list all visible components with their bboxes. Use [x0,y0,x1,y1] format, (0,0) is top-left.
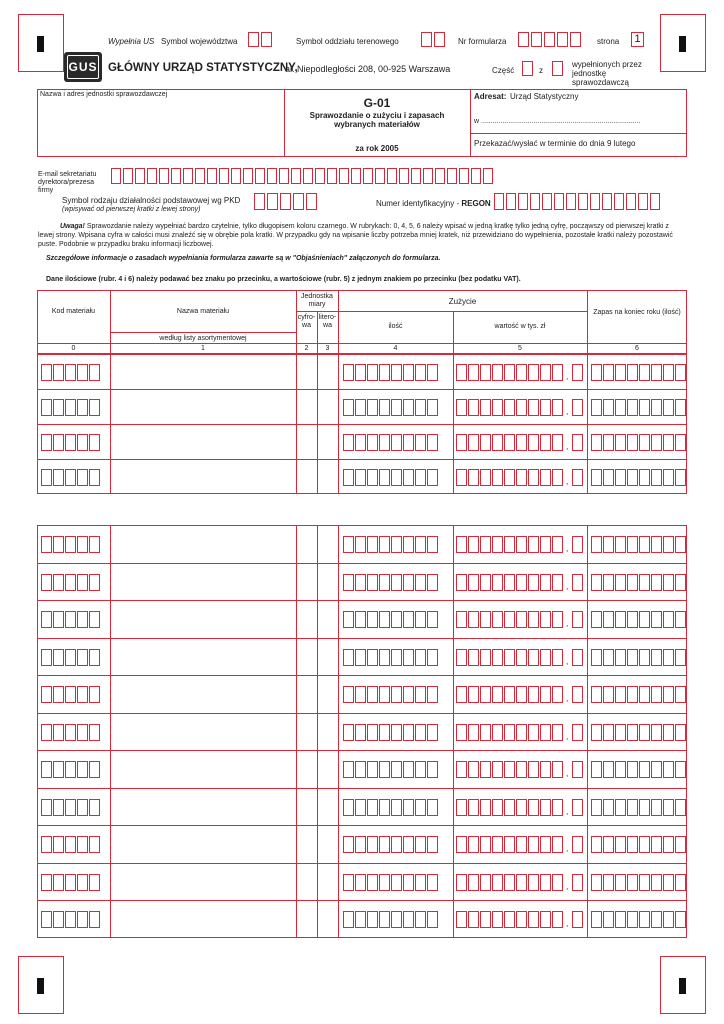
kod-boxes[interactable] [41,911,101,928]
col-num-1: 1 [201,345,205,352]
col-literowa-header: litero-wa [318,314,337,329]
z-box[interactable] [552,61,565,76]
wartosc-boxes[interactable] [456,574,564,591]
table-row [38,390,686,425]
nazwa-cell[interactable] [112,676,297,714]
zapas-boxes[interactable] [591,536,687,553]
table-row [38,601,686,639]
decimal-separator: , [566,477,569,486]
wartosc-decimal-box[interactable] [572,574,585,591]
kod-boxes[interactable] [41,874,101,891]
table-row [38,864,686,902]
ilosc-boxes[interactable] [343,611,439,628]
decimal-separator: , [566,731,569,741]
table-section-2 [37,525,687,938]
nazwa-cell[interactable] [112,526,297,564]
table-row [38,564,686,602]
decimal-separator: , [566,919,569,928]
ilosc-boxes[interactable] [343,434,439,451]
wartosc-decimal-box[interactable] [572,611,585,628]
wartosc-decimal-box[interactable] [572,724,585,741]
nazwa-cell[interactable] [112,901,297,939]
decimal-separator: , [566,769,569,778]
nazwa-cell[interactable] [112,714,297,752]
wartosc-decimal-box[interactable] [572,649,585,666]
kod-boxes[interactable] [41,399,101,416]
z-label: z [539,66,543,75]
ilosc-boxes[interactable] [343,761,439,778]
zapas-boxes[interactable] [591,836,687,853]
decimal-separator: , [566,619,569,628]
czesc-label: Część [492,66,515,75]
ilosc-boxes[interactable] [343,874,439,891]
col-num-2: 2 [304,345,309,352]
decimal-separator: , [566,442,569,451]
table-row [38,901,686,939]
nazwa-cell[interactable] [112,826,297,864]
uwaga-text: Sprawozdanie należy wypełniać bardzo czytelnie, tylko długopisem koloru czarnego. W rubrykach: 0, 4, 5, 6 należy wpisać w jedną kratkę tylko jedną cyfrę, począwszy od pierwszej kratki z lewej strony. Wpisana cyfra w całości musi znaleźć się w obrębie pola kratki. W przypadku gdy na wpisanie liczby potrzeba mniej kratek, niż przewidziano do wypełnienia, pozostałe kratki należy pozostawić puste. Podobnie w przypadku braku informacji liczbowej. [38,223,673,248]
table-row [38,639,686,677]
col-num-6: 6 [635,345,639,352]
regon-label [376,199,491,208]
termin-label: Przekazać/wysłać w terminie do dnia 9 lutego [474,139,636,148]
adresat-label: Adresat: [474,92,507,101]
ilosc-boxes[interactable] [343,799,439,816]
form-year: za rok 2005 [355,144,399,153]
wartosc-boxes[interactable] [456,364,564,381]
wartosc-boxes[interactable] [456,649,564,666]
nazwa-cell[interactable] [112,864,297,902]
nazwa-cell[interactable] [112,564,297,602]
wartosc-boxes[interactable] [456,874,564,891]
symbol-woj-label: Symbol województwa [161,37,238,46]
zapas-boxes[interactable] [591,469,687,486]
kod-boxes[interactable] [41,469,101,486]
zapas-boxes[interactable] [591,874,687,891]
zapas-boxes[interactable] [591,611,687,628]
decimal-separator: , [566,806,569,816]
wartosc-boxes[interactable] [456,799,564,816]
ilosc-boxes[interactable] [343,836,439,853]
kod-boxes[interactable] [41,686,101,703]
wartosc-decimal-box[interactable] [572,536,585,553]
table-row [38,751,686,789]
urzad-address: al. Niepodległości 208, 00-925 Warszawa [285,64,451,74]
email-label: E-mail sekretariatu dyrektora/prezesa firmy [38,171,97,194]
dane-note: Dane ilościowe (rubr. 4 i 6) należy podawać bez znaku po przecinku, a wartościowe (rubr. 5) z jednym znakiem po przecinku (bez podatku VAT). [46,276,521,283]
nazwa-cell[interactable] [112,355,297,390]
wartosc-boxes[interactable] [456,686,564,703]
decimal-separator: , [566,581,569,591]
ilosc-boxes[interactable] [343,686,439,703]
wartosc-boxes[interactable] [456,836,564,853]
wartosc-boxes[interactable] [456,536,564,553]
wartosc-boxes[interactable] [456,761,564,778]
corner-marker-top-right [660,14,706,72]
nazwa-cell[interactable] [112,390,297,425]
zapas-boxes[interactable] [591,761,687,778]
table-row [38,526,686,564]
strona-label: strona [597,37,620,46]
decimal-separator: , [566,544,569,553]
decimal-separator: , [566,694,569,703]
form-title: Sprawozdanie o zużyciu i zapasach wybranych materiałów [309,111,445,129]
wartosc-decimal-box[interactable] [572,364,585,381]
pkd-boxes[interactable] [254,193,319,210]
ilosc-boxes[interactable] [343,364,439,381]
strona-value: 1 [631,32,644,47]
zapas-boxes[interactable] [591,399,687,416]
w-line[interactable]: w .................................................................................. [474,118,641,125]
wartosc-decimal-box[interactable] [572,799,585,816]
kod-boxes[interactable] [41,799,101,816]
wartosc-decimal-box[interactable] [572,399,585,416]
decimal-separator: , [566,407,569,416]
ilosc-boxes[interactable] [343,724,439,741]
col-zapas-header: Zapas na koniec roku (ilość) [593,309,681,316]
regon-label-bold: REGON [461,199,491,208]
kod-boxes[interactable] [41,434,101,451]
nazwa-cell[interactable] [112,601,297,639]
zapas-boxes[interactable] [591,686,687,703]
ilosc-boxes[interactable] [343,399,439,416]
wartosc-boxes[interactable] [456,469,564,486]
decimal-separator: , [566,372,569,381]
ilosc-boxes[interactable] [343,536,439,553]
col-nazwa-header: Nazwa materiału [176,308,230,315]
zapas-boxes[interactable] [591,434,687,451]
nazwa-cell[interactable] [112,639,297,677]
kod-boxes[interactable] [41,536,101,553]
wartosc-boxes[interactable] [456,399,564,416]
pkd-label: Symbol rodzaju działalności podstawowej wg PKD [62,196,241,205]
col-num-3: 3 [325,345,330,352]
kod-boxes[interactable] [41,574,101,591]
regon-boxes[interactable] [494,193,662,210]
table-row [38,425,686,460]
nazwa-cell[interactable] [112,789,297,827]
urzad-name: GŁÓWNY URZĄD STATYSTYCZNY, [108,62,298,74]
nazwa-cell[interactable] [112,425,297,460]
kod-boxes[interactable] [41,761,101,778]
wartosc-decimal-box[interactable] [572,761,585,778]
ilosc-boxes[interactable] [343,469,439,486]
corner-marker-bottom-right [660,956,706,1014]
col-kod-header: Kod materiału [51,308,96,315]
wartosc-boxes[interactable] [456,724,564,741]
wartosc-boxes[interactable] [456,434,564,451]
kod-boxes[interactable] [41,836,101,853]
gus-logo-text: GUS [67,55,99,79]
uwaga-note [38,222,686,249]
nazwa-cell[interactable] [112,751,297,789]
wartosc-boxes[interactable] [456,611,564,628]
zapas-boxes[interactable] [591,364,687,381]
col-num-4: 4 [393,345,398,352]
zapas-boxes[interactable] [591,574,687,591]
wartosc-decimal-box[interactable] [572,911,585,928]
zapas-boxes[interactable] [591,799,687,816]
table-section-1 [37,354,687,494]
table-row [38,789,686,827]
col-wartosc-header: wartość w tys. zł [494,323,546,330]
decimal-separator: , [566,656,569,666]
nazwa-cell[interactable] [112,460,297,495]
table-row [38,355,686,390]
symbol-oddz-boxes[interactable] [421,32,447,47]
nazwa-label: Nazwa i adres jednostki sprawozdawczej [40,91,168,98]
kod-boxes[interactable] [41,364,101,381]
szczegolowe-note: Szczegółowe informacje o zasadach wypełniania formularza zawarte są w "Objaśnieniach" załączonych do formularza. [46,255,441,262]
adresat-value: Urząd Statystyczny [510,92,579,101]
col-num-0: 0 [71,345,76,352]
decimal-separator: , [566,844,569,853]
nr-formularza-label: Nr formularza [458,37,507,46]
table-row [38,460,686,495]
col-cyfrowa-header: cyfro-wa [297,314,316,329]
zapas-boxes[interactable] [591,724,687,741]
kod-boxes[interactable] [41,611,101,628]
wartosc-decimal-box[interactable] [572,874,585,891]
wartosc-decimal-box[interactable] [572,836,585,853]
ilosc-boxes[interactable] [343,649,439,666]
wedlug-label: według listy asortymentowej [159,335,247,342]
kod-boxes[interactable] [41,649,101,666]
regon-label-text: Numer identyfikacyjny - [376,199,460,208]
table-row [38,826,686,864]
email-boxes[interactable] [111,168,495,184]
wypelnionych-label: wypełnionych przez jednostkę sprawozdawczą [572,60,642,87]
symbol-oddz-label: Symbol oddziału terenowego [296,37,399,46]
zapas-boxes[interactable] [591,911,687,928]
gus-logo [64,52,102,82]
pkd-note: (wpisywać od pierwszej kratki z lewej strony) [62,206,201,213]
ilosc-boxes[interactable] [343,574,439,591]
nr-formularza-boxes[interactable] [518,32,583,47]
table-row [38,676,686,714]
wartosc-decimal-box[interactable] [572,434,585,451]
col-ilosc-header: ilość [388,323,403,330]
wartosc-decimal-box[interactable] [572,469,585,486]
uwaga-bold: Uwaga! [60,223,85,230]
kod-boxes[interactable] [41,724,101,741]
corner-marker-top-left [18,14,64,72]
wartosc-decimal-box[interactable] [572,686,585,703]
col-zuzycie-header: Zużycie [448,297,477,306]
table-row [38,714,686,752]
ilosc-boxes[interactable] [343,911,439,928]
wypelnia-label: Wypełnia US [108,37,155,46]
decimal-separator: , [566,881,569,891]
col-num-5: 5 [518,345,522,352]
corner-marker-bottom-left [18,956,64,1014]
col-jednostka-header: Jednostka miary [301,293,333,308]
symbol-woj-boxes[interactable] [248,32,274,47]
czesc-box[interactable] [522,61,535,76]
form-code: G-01 [363,96,391,110]
wartosc-boxes[interactable] [456,911,564,928]
zapas-boxes[interactable] [591,649,687,666]
